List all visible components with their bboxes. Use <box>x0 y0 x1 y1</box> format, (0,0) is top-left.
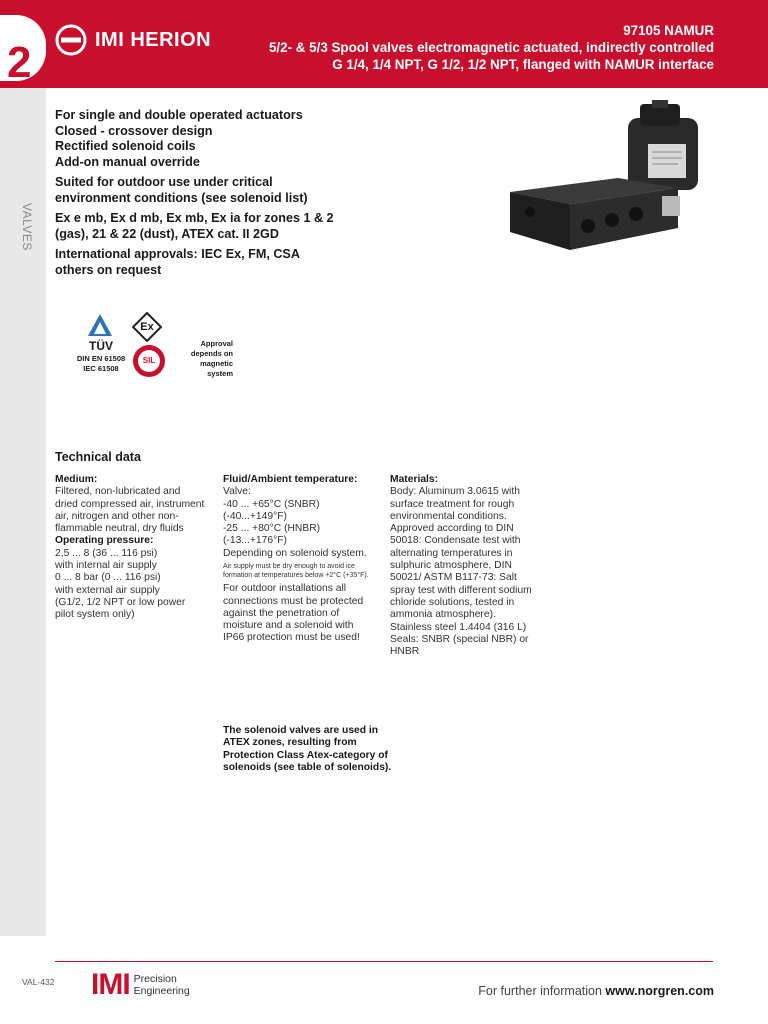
temperature-heading: Fluid/Ambient temperature: <box>223 474 358 485</box>
feature-item: Suited for outdoor use under critical environment conditions (see solenoid list) <box>55 175 308 205</box>
brand-logo <box>55 22 211 58</box>
title-line: 97105 NAMUR <box>623 23 714 38</box>
temperature-footnote: Air supply must be dry enough to avoid ice formation at temperatures below +2°C (+35°F). <box>223 563 369 579</box>
imi-sub-line: Precision <box>133 973 177 985</box>
medium-heading: Medium: <box>55 474 98 485</box>
product-title <box>269 22 714 73</box>
title-line: G 1/4, 1/4 NPT, G 1/2, 1/2 NPT, flanged with NAMUR interface <box>332 57 714 72</box>
medium-column <box>55 474 205 622</box>
brand-name: IMI HERION <box>95 28 212 51</box>
temperature-line: -25 ... +80°C (HNBR) <box>223 523 321 535</box>
temperature-line: -40 ... +65°C (SNBR) <box>223 498 320 510</box>
tuv-label: TÜV <box>89 339 113 353</box>
imi-herion-logo-icon <box>55 24 87 56</box>
feature-item: Ex e mb, Ex d mb, Ex mb, Ex ia for zones 1 & 2 (gas), 21 & 22 (dust), ATEX cat. II 2GD <box>55 211 334 241</box>
imi-sub-line: Engineering <box>133 985 190 997</box>
page-header <box>0 0 768 88</box>
materials-text: Body: Aluminum 3.0615 with surface treatment for rough environmental conditions. Approved according to DIN 50018: Condensate test with alternating temperatures in sulphuric atmosphere, DIN 50021/ ASTM B117-73: Salt spray test with different sodium chloride solutions, tested in ammonia atmosphere). Stainless steel 1.4404 (316 L) <box>390 486 532 633</box>
tuv-triangle-icon <box>86 312 114 338</box>
pressure-line: 0 ... 8 bar (0 ... 116 psi) <box>55 572 161 584</box>
pressure-line: with external air supply <box>55 584 160 596</box>
feature-item: Closed - crossover design <box>55 123 213 138</box>
feature-list <box>55 108 335 283</box>
sidebar <box>0 88 46 936</box>
valve-product-image <box>500 100 720 260</box>
ex-label: Ex <box>140 321 154 333</box>
title-line: 5/2- & 5/3 Spool valves electromagnetic actuated, indirectly controlled <box>268 40 714 55</box>
medium-text: Filtered, non-lubricated and dried compressed air, instrument air, nitrogen and other non-flammable neutral, dry fluids <box>55 486 205 535</box>
temperature-line: Valve: <box>223 486 251 498</box>
pressure-heading: Operating pressure: <box>55 535 154 547</box>
atex-note: The solenoid valves are used in ATEX zones, resulting from Protection Class Atex-category of solenoids (see table of solenoids). <box>223 725 392 773</box>
materials-heading: Materials: <box>390 474 439 485</box>
temperature-line: Depending on solenoid system. <box>223 547 367 559</box>
feature-item: Rectified solenoid coils <box>55 139 196 153</box>
section-tab <box>0 15 46 87</box>
technical-data-title: Technical data <box>55 450 141 464</box>
website-link[interactable]: www.norgren.com <box>605 984 714 998</box>
tuv-standard: IEC 61508 <box>83 364 119 373</box>
pressure-line: with internal air supply <box>55 560 157 572</box>
feature-item: For single and double operated actuators <box>55 108 303 122</box>
tuv-standard: DIN EN 61508 <box>76 354 126 363</box>
approval-note: Approval depends on magnetic system <box>190 339 233 378</box>
feature-item: International approvals: IEC Ex, FM, CSA others on request <box>55 247 300 277</box>
temperature-column <box>223 474 373 645</box>
seals-text: Seals: SNBR (special NBR) or HNBR <box>390 633 529 658</box>
sidebar-label: VALVES <box>20 203 34 251</box>
page-id: VAL-432 <box>22 977 55 987</box>
temperature-line: (-13...+176°F) <box>223 535 287 547</box>
more-info <box>478 984 714 998</box>
footer-divider <box>55 961 713 962</box>
more-info-prefix: For further information <box>478 984 606 998</box>
imi-precision-logo <box>91 968 190 1001</box>
materials-column <box>390 474 540 658</box>
pressure-line: (G1/2, 1/2 NPT or low power pilot system only) <box>55 596 186 621</box>
pressure-line: 2,5 ... 8 (36 ... 116 psi) <box>55 547 158 559</box>
imi-logo-text: IMI <box>91 968 130 1001</box>
section-number: 2 <box>7 38 32 87</box>
outdoor-note: For outdoor installations all connections must be protected against the penetration of moisture and a solenoid with IP66 protection must be used! <box>223 583 364 644</box>
sil-label: SIL <box>142 356 156 365</box>
feature-item: Add-on manual override <box>55 154 200 169</box>
temperature-line: (-40...+149°F) <box>223 510 287 522</box>
imi-logo-subtitle <box>134 973 190 997</box>
